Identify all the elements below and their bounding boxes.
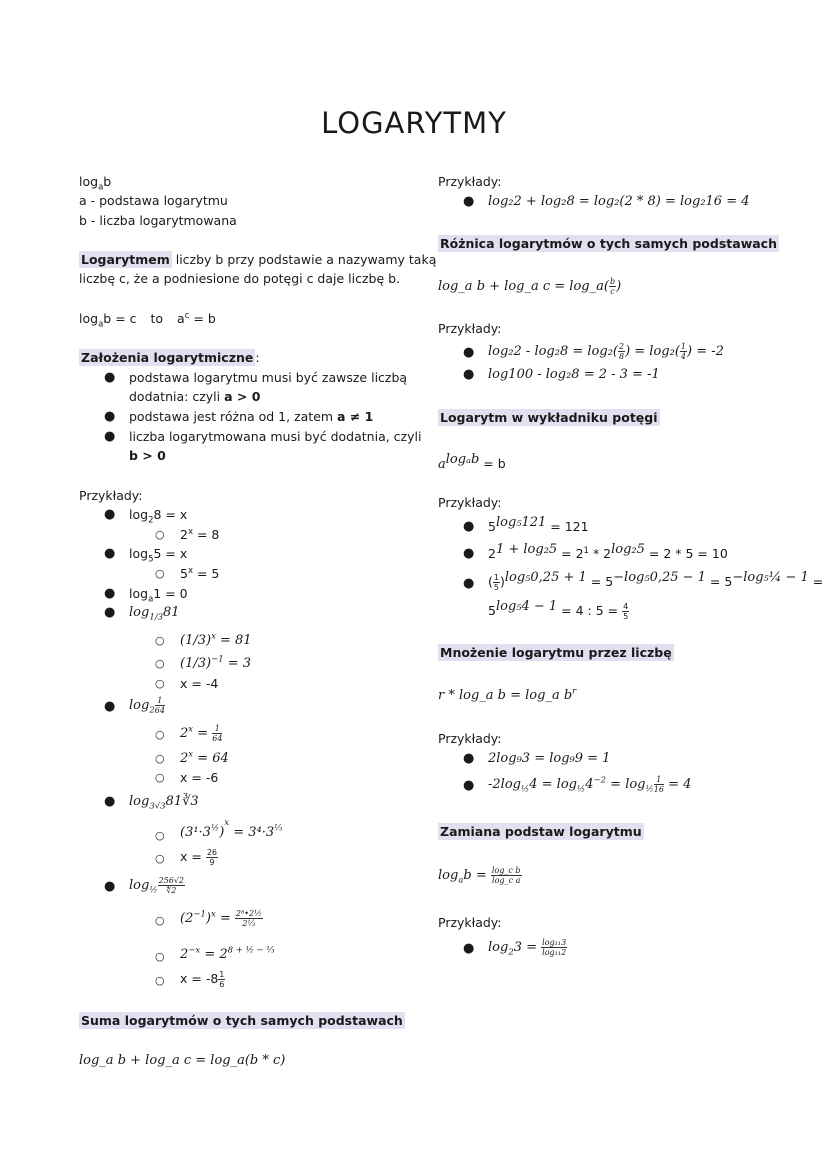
- example-exp-2: $2^{1 + log_25} = 2^1 * 2^{log_25} = 2 * 5 = 10$: [488, 541, 728, 561]
- bullet-dot: ●: [104, 546, 116, 561]
- exponent-heading: Logarytm w wykładniku potęgi: [440, 410, 658, 425]
- example-change-base: $\log_23$ = $\frac{\text{log₁₁3}}{\text{log₁₁2}}$: [488, 938, 567, 958]
- definition-line2: liczbę c, że a podniesione do potęgi c daje liczbę b.: [79, 271, 401, 286]
- page-title: LOGARYTMY: [321, 106, 507, 140]
- bullet-dot: ●: [463, 546, 475, 561]
- example-loga-1: $\log_a1 = 0$: [129, 586, 188, 605]
- examples-label: Przykłady:: [438, 731, 502, 746]
- definition-line1: Logarytmem liczby b przy podstawie a nazywamy taką: [81, 252, 437, 267]
- example-exp-3: ( $\frac{1}{5}$ )$^{log_50,25 + 1} = 5^{-log_50,25 - 1} = 5^{-log_5\frac{1}{4} - 1}$ =: [488, 569, 824, 592]
- difference-formula: log_a b + log_a c = log_a( $\frac{b}{c}$ ): [438, 277, 622, 296]
- bullet-dot: ●: [463, 576, 475, 591]
- example-x-m4: x = -4: [180, 676, 219, 691]
- examples-label: Przykłady:: [79, 488, 143, 503]
- example-log3r3: $\log_{3√3}81∛3$: [129, 794, 199, 812]
- example-x-269: x = $\frac{26}{9}$: [180, 848, 218, 867]
- bullet-dot: ●: [104, 409, 116, 424]
- example-mult-2: $-2\log_{\frac{1}{2}}4 = \log_{\frac{1}{2}}4^{-2} = \log_{\frac{1}{2}}$ $\frac{1}{16}$ = 4: [488, 775, 692, 795]
- bullet-dot: ●: [104, 699, 116, 714]
- example-log5-5: $\log_55 = x$: [129, 546, 188, 565]
- example-x-m6: x = -6: [180, 770, 219, 785]
- multiplication-formula: r * log_a b = log_a $b^r$: [438, 686, 577, 703]
- assumption-2: podstawa jest różna od 1, zatem a ≠ 1: [129, 409, 374, 424]
- intro-line-a: a - podstawa logarytmu: [79, 193, 228, 208]
- bullet-dot: ●: [104, 879, 116, 894]
- bullet-dot: ●: [104, 794, 116, 809]
- assumption-1-line1: podstawa logarytmu musi być zawsze liczbą: [129, 370, 408, 385]
- bullet-dot: ●: [104, 370, 116, 385]
- definition-highlight: Logarytmem: [81, 252, 170, 267]
- example-sum: log₂2 + log₂8 = log₂(2 * 8) = log₂16 = 4: [488, 194, 750, 209]
- assumptions-heading: Założenia logarytmiczne :: [81, 350, 260, 365]
- examples-label: Przykłady:: [438, 321, 502, 336]
- example-x-m8-16: x = -8 $\frac{1}{6}$: [180, 970, 225, 989]
- equivalence: $\log_ab = c$ to $a^c = b$: [79, 310, 216, 330]
- bullet-dot: ●: [463, 941, 475, 956]
- example-exp-3-cont: $5^{log_54 - 1} = 4$ : 5 = $\frac{4}{5}$: [488, 598, 629, 621]
- change-base-formula: $\log_ab$ = $\frac{\text{log\_c b}}{\text{log\_c a}}$: [438, 866, 521, 886]
- bullet-dot: ●: [104, 507, 116, 522]
- sub-bullet-circle: ○: [155, 657, 165, 670]
- example-exp-1: $5^{log_5121} = 121$: [488, 514, 589, 534]
- example-mult-1: 2log₉3 = log₉9 = 1: [488, 751, 611, 766]
- sub-bullet-circle: ○: [155, 771, 165, 784]
- example-2x-8: $2^x = 8$: [180, 526, 220, 542]
- sub-bullet-circle: ○: [155, 914, 165, 927]
- assumption-3-line2: b > 0: [129, 448, 166, 463]
- assumption-3-line1: liczba logarytmowana musi być dodatnia, czyli: [129, 429, 422, 444]
- sum-heading: Suma logarytmów o tych samych podstawach: [81, 1013, 403, 1028]
- sub-bullet-circle: ○: [155, 634, 165, 647]
- intro-notation: $\log_ab$: [79, 174, 112, 193]
- bullet-dot: ●: [463, 345, 475, 360]
- example-2x-164: $2^x$ = $\frac{1}{64}$: [180, 724, 223, 743]
- examples-label: Przykłady:: [438, 915, 502, 930]
- bullet-dot: ●: [463, 778, 475, 793]
- sub-bullet-circle: ○: [155, 528, 165, 541]
- example-2mx: $2^{-x} = 2^{8 + \frac{1}{2} - \frac{1}{3}}$: [180, 945, 275, 962]
- sub-bullet-circle: ○: [155, 852, 165, 865]
- sum-formula: log_a b + log_a c = log_a(b * c): [79, 1053, 286, 1068]
- example-13m1-3: $(1/3)^{-1} = 3$: [180, 654, 252, 671]
- bullet-dot: ●: [463, 194, 475, 209]
- sub-bullet-circle: ○: [155, 728, 165, 741]
- sub-bullet-circle: ○: [155, 829, 165, 842]
- example-log13-81: $\log_{1/3}81$: [129, 605, 180, 623]
- example-log2-164: $\log_2$ $\frac{1}{64}$: [129, 696, 165, 716]
- example-log-half: $\log_{\frac{1}{2}}$ $\frac{256√2}{∜2}$: [129, 876, 185, 896]
- example-difference-2: log100 - log₂8 = 2 - 3 = -1: [488, 367, 660, 382]
- bullet-dot: ●: [104, 429, 116, 444]
- assumption-1-line2: dodatnia: czyli a > 0: [129, 389, 261, 404]
- sub-bullet-circle: ○: [155, 974, 165, 987]
- exponent-formula: $a^{log_ab} = b$: [438, 451, 506, 472]
- example-difference-1: log₂2 - log₂8 = log₂( $\frac{2}{8}$ ) = log₂( $\frac{1}{4}$ ) = -2: [488, 342, 724, 361]
- bullet-dot: ●: [463, 751, 475, 766]
- bullet-dot: ●: [104, 605, 116, 620]
- change-base-heading: Zamiana podstaw logarytmu: [440, 824, 642, 839]
- examples-label: Przykłady:: [438, 174, 502, 189]
- example-2m1x: $(2^{-1})^x$ = $\frac{\text{2⁸•2½}}{\text{2⅓}}$: [180, 909, 262, 928]
- bullet-dot: ●: [104, 586, 116, 601]
- example-2x-64: $2^x = 64$: [180, 749, 229, 766]
- sub-bullet-circle: ○: [155, 567, 165, 580]
- multiplication-heading: Mnożenie logarytmu przez liczbę: [440, 645, 672, 660]
- bullet-dot: ●: [463, 519, 475, 534]
- intro-line-b: b - liczba logarytmowana: [79, 213, 237, 228]
- examples-label: Przykłady:: [438, 495, 502, 510]
- difference-heading: Różnica logarytmów o tych samych podstawach: [440, 236, 777, 251]
- example-power-eq: $(3^1\cdot 3^{\frac{1}{2}})^x = 3^4\cdot 3^{\frac{1}{3}}$: [180, 817, 283, 840]
- example-13x-81: $(1/3)^x = 81$: [180, 631, 252, 648]
- sub-bullet-circle: ○: [155, 950, 165, 963]
- example-5x-5: $5^x = 5$: [180, 565, 220, 581]
- bullet-dot: ●: [463, 367, 475, 382]
- sub-bullet-circle: ○: [155, 752, 165, 765]
- example-log2-8: $\log_28 = x$: [129, 507, 188, 526]
- sub-bullet-circle: ○: [155, 677, 165, 690]
